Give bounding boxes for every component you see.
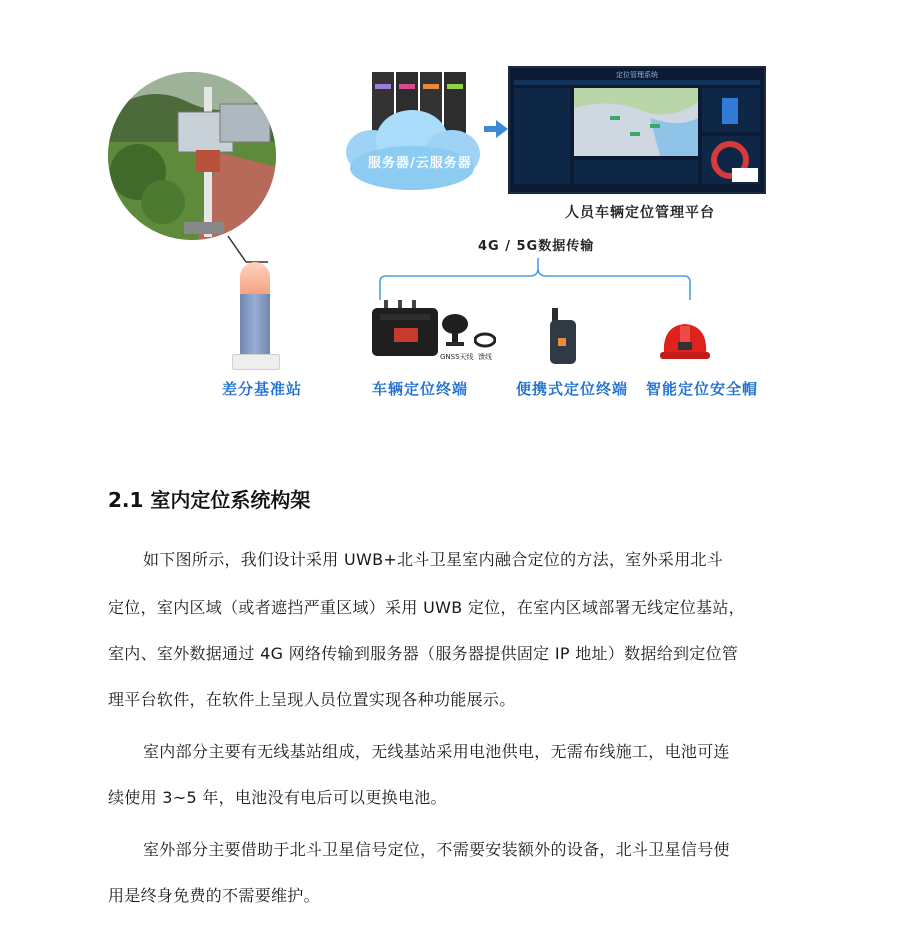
- cable-label: 馈线: [478, 353, 492, 361]
- transmission-label: 4G / 5G数据传输: [478, 239, 595, 254]
- gnss-antenna-icon: [440, 312, 470, 348]
- base-station-label: 差分基准站: [222, 380, 303, 398]
- paragraph-line: 理平台软件，在软件上呈现人员位置实现各种功能展示。: [108, 690, 516, 709]
- portable-terminal-icon: [548, 308, 578, 366]
- cloud-label: 服务器/云服务器: [368, 156, 472, 171]
- cable-icon: [474, 330, 496, 350]
- platform-title: 定位管理系统: [616, 71, 658, 79]
- paragraph-line: 续使用 3~5 年，电池没有电后可以更换电池。: [108, 788, 447, 807]
- paragraph-line: 室内部分主要有无线基站组成，无线基站采用电池供电，无需布线施工，电池可连: [143, 742, 730, 761]
- platform-caption: 人员车辆定位管理平台: [565, 205, 715, 221]
- helmet-icon: [658, 318, 712, 364]
- paragraph-line: 室内、室外数据通过 4G 网络传输到服务器（服务器提供固定 IP 地址）数据给到定位管: [108, 644, 739, 663]
- portable-terminal-label: 便携式定位终端: [516, 380, 629, 398]
- helmet-label: 智能定位安全帽: [646, 380, 759, 398]
- gnss-antenna-label: GNSS天线: [440, 353, 474, 361]
- vehicle-terminal-label: 车辆定位终端: [372, 380, 469, 398]
- section-heading: 2.1 室内定位系统构架: [108, 488, 311, 512]
- architecture-diagram: [0, 0, 900, 420]
- vehicle-terminal-icon: [370, 300, 440, 360]
- paragraph-line: 定位，室内区域（或者遮挡严重区域）采用 UWB 定位，在室内区域部署无线定位基站，: [108, 598, 745, 617]
- paragraph-line: 如下图所示，我们设计采用 UWB+北斗卫星室内融合定位的方法，室外采用北斗: [143, 550, 724, 569]
- paragraph-line: 用是终身免费的不需要维护。: [108, 886, 320, 905]
- paragraph-line: 室外部分主要借助于北斗卫星信号定位，不需要安装额外的设备，北斗卫星信号使: [143, 840, 730, 859]
